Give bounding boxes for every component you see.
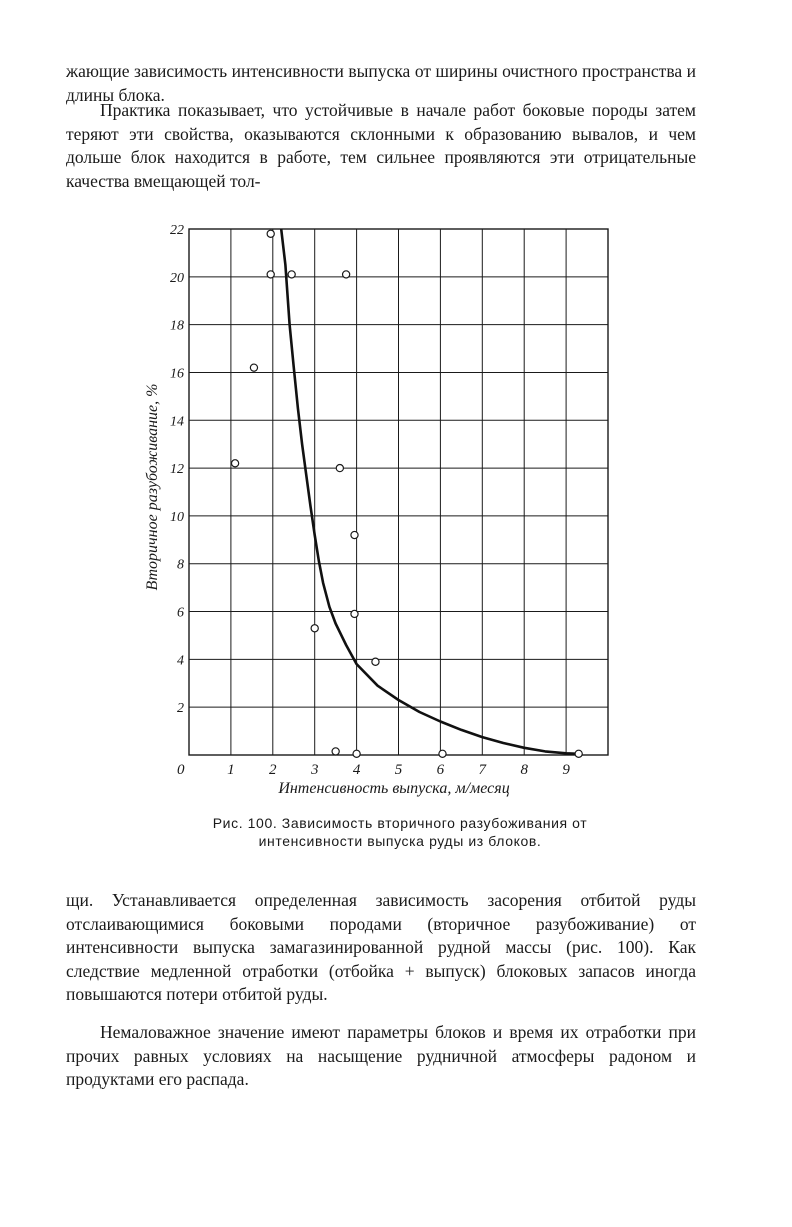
chart-curve-layer	[281, 229, 579, 754]
y-tick-label: 20	[170, 270, 184, 286]
chart-grid	[189, 229, 608, 755]
data-point	[372, 658, 379, 665]
x-tick-label: 3	[310, 762, 319, 778]
x-tick-label: 2	[269, 762, 277, 778]
data-point	[343, 271, 350, 278]
x-tick-label: 1	[227, 762, 235, 778]
x-tick-label: 7	[478, 762, 487, 778]
x-axis-label: Интенсивность выпуска, м/месяц	[278, 780, 510, 797]
y-tick-label: 22	[170, 223, 184, 238]
data-point	[332, 748, 339, 755]
paragraph-top: жающие зависимость интенсивности выпуска от ширины очистного пространства и длины блока.	[66, 61, 696, 105]
chart-svg	[140, 215, 620, 810]
figure-caption-line-1: Рис. 100. Зависимость вторичного разубоживания от	[212, 815, 588, 831]
x-tick-labels	[227, 762, 570, 778]
data-point	[267, 230, 274, 237]
x-tick-label: 4	[352, 762, 361, 778]
data-point	[311, 625, 318, 632]
data-point	[351, 610, 358, 617]
data-point	[288, 271, 295, 278]
paragraph-practice: Практика показывает, что устойчивые в начале работ боковые породы затем теряют эти свойства, оказываются склонными к образованию вывалов, и чем дольше блок находится в работе, тем сильнее проявляются эти отрицательные качества вмещающей тол-	[66, 100, 696, 191]
data-point	[351, 531, 358, 538]
figure-caption-line-2: интенсивности выпуска руды из блоков.	[258, 833, 542, 849]
y-tick-label: 10	[170, 509, 184, 525]
data-point	[250, 364, 257, 371]
origin-label: 0	[177, 762, 185, 778]
y-tick-label: 8	[177, 557, 184, 573]
y-tick-label: 2	[177, 701, 184, 717]
figure-100-chart	[140, 215, 620, 810]
y-tick-label: 18	[170, 318, 184, 334]
y-tick-label: 14	[170, 414, 184, 430]
x-tick-label: 6	[436, 762, 445, 778]
data-point	[439, 750, 446, 757]
y-tick-label: 12	[170, 462, 184, 478]
paragraph-radon: Немаловажное значение имеют параметры блоков и время их отработки при прочих равных условиях на насыщение рудничной атмосферы радоном и продуктами его распада.	[66, 1022, 696, 1090]
data-point	[353, 750, 360, 757]
chart-points	[231, 230, 582, 757]
x-tick-label: 9	[562, 762, 570, 778]
data-point	[267, 271, 274, 278]
fitted-curve	[281, 229, 579, 754]
paragraph-dependency: щи. Устанавливается определенная зависимость засорения отбитой руды отслаивающимися боковыми породами (вторичное разубоживание) от интенсивности выпуска замагазинированной рудной массы (рис. 100). Как следствие медленной отработки (отбойка + выпуск) блоковых запасов иногда повышаются потери отбитой руды.	[66, 890, 696, 1005]
data-point	[336, 464, 343, 471]
y-tick-label: 6	[177, 605, 184, 621]
x-tick-label: 5	[394, 762, 403, 778]
y-tick-label: 16	[170, 366, 184, 382]
data-point	[231, 460, 238, 467]
y-tick-label: 4	[177, 653, 184, 669]
y-axis-label: Вторичное разубоживание, %	[144, 383, 161, 591]
x-tick-label: 8	[520, 762, 528, 778]
y-tick-labels	[170, 223, 184, 716]
data-point	[575, 750, 582, 757]
